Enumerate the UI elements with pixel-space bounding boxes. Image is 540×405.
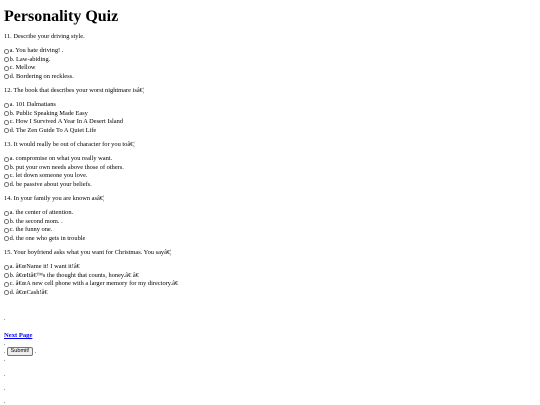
option-label: a. â€œName it! I want it!â€ [9, 263, 80, 270]
option-label: c. Mellow [9, 64, 36, 71]
radio-button[interactable] [4, 236, 9, 241]
option-list [4, 101, 534, 135]
stray-dot: . [4, 348, 6, 355]
radio-button[interactable] [4, 66, 9, 71]
option-label: d. be passive about your beliefs. [9, 180, 92, 188]
radio-button[interactable] [4, 282, 9, 287]
radio-button[interactable] [4, 174, 9, 179]
radio-button[interactable] [4, 120, 9, 125]
stray-dot: . [4, 386, 6, 392]
option-c[interactable] [4, 118, 534, 127]
radio-button[interactable] [4, 157, 9, 162]
submit-button[interactable]: Submit! [7, 347, 34, 356]
radio-button[interactable] [4, 103, 9, 108]
option-label: b. the second mom. . [9, 217, 63, 225]
option-a[interactable] [4, 209, 534, 218]
page-title: Personality Quiz [4, 8, 119, 25]
option-a[interactable] [4, 263, 534, 272]
radio-button[interactable] [4, 219, 9, 224]
option-label: b. Public Speaking Made Easy [9, 109, 88, 117]
option-d[interactable] [4, 289, 534, 298]
option-c[interactable] [4, 226, 534, 235]
radio-button[interactable] [4, 265, 9, 270]
option-label: b. put your own needs above those of others. [9, 163, 124, 171]
question-12 [4, 87, 534, 135]
option-label: a. the center of attention. [9, 209, 74, 216]
option-c[interactable] [4, 172, 534, 181]
stray-dot: . [34, 348, 36, 355]
option-c[interactable] [4, 280, 534, 289]
radio-button[interactable] [4, 128, 9, 133]
option-b[interactable] [4, 110, 534, 119]
option-label: b. Law-abiding. [9, 55, 51, 63]
option-a[interactable] [4, 155, 534, 164]
next-page-link[interactable]: Next Page [4, 332, 33, 339]
stray-dot: . [4, 372, 6, 378]
option-a[interactable] [4, 47, 534, 56]
radio-button[interactable] [4, 228, 9, 233]
option-label: d. Bordering on reckless. [9, 72, 74, 80]
option-label: c. How I Survived A Year In A Desert Island [9, 118, 124, 125]
option-label: c. the funny one. [9, 226, 53, 233]
question-11 [4, 33, 534, 81]
radio-button[interactable] [4, 111, 9, 116]
option-label: c. â€œA new cell phone with a larger memory for my directory.â€ [9, 280, 179, 287]
radio-button[interactable] [4, 182, 9, 187]
option-c[interactable] [4, 64, 534, 73]
radio-button[interactable] [4, 273, 9, 278]
option-list [4, 209, 534, 243]
option-d[interactable] [4, 73, 534, 82]
option-label: d. â€œCash!â€ [9, 288, 48, 296]
option-label: c. let down someone you love. [9, 172, 88, 179]
radio-button[interactable] [4, 165, 9, 170]
question-text: 14. In your family you are known asâ€¦ [4, 195, 105, 202]
option-label: d. The Zen Guide To A Quiet Life [9, 126, 97, 134]
option-label: a. You hate driving! . [9, 47, 64, 54]
question-text: 12. The book that describes your worst nightmare isâ€¦ [4, 87, 145, 94]
option-list [4, 263, 534, 297]
option-list [4, 47, 534, 81]
question-15 [4, 249, 534, 297]
submit-row [4, 347, 36, 356]
option-b[interactable] [4, 272, 534, 281]
option-a[interactable] [4, 101, 534, 110]
option-b[interactable] [4, 218, 534, 227]
stray-dot: . [4, 357, 6, 363]
option-d[interactable] [4, 127, 534, 136]
question-text: 15. Your boyfriend asks what you want for Christmas. You sayâ€¦ [4, 249, 172, 256]
option-label: a. 101 Dalmatians [9, 101, 56, 108]
stray-dot: . [4, 399, 6, 405]
option-list [4, 155, 534, 189]
radio-button[interactable] [4, 74, 9, 79]
option-label: d. the one who gets in trouble [9, 234, 86, 242]
option-d[interactable] [4, 181, 534, 190]
option-label: b. â€œItâ€™s the thought that counts, honey.â€ â€ [9, 271, 139, 279]
radio-button[interactable] [4, 211, 9, 216]
stray-dot: . [4, 316, 6, 322]
question-14 [4, 195, 534, 243]
question-text: 11. Describe your driving style. [4, 33, 85, 40]
option-b[interactable] [4, 56, 534, 65]
question-text: 13. It would really be out of character for you toâ€¦ [4, 141, 135, 148]
radio-button[interactable] [4, 290, 9, 295]
radio-button[interactable] [4, 49, 9, 54]
radio-button[interactable] [4, 57, 9, 62]
option-label: a. compromise on what you really want. [9, 155, 113, 162]
stray-dot: . [4, 341, 6, 347]
question-13 [4, 141, 534, 189]
option-d[interactable] [4, 235, 534, 244]
option-b[interactable] [4, 164, 534, 173]
